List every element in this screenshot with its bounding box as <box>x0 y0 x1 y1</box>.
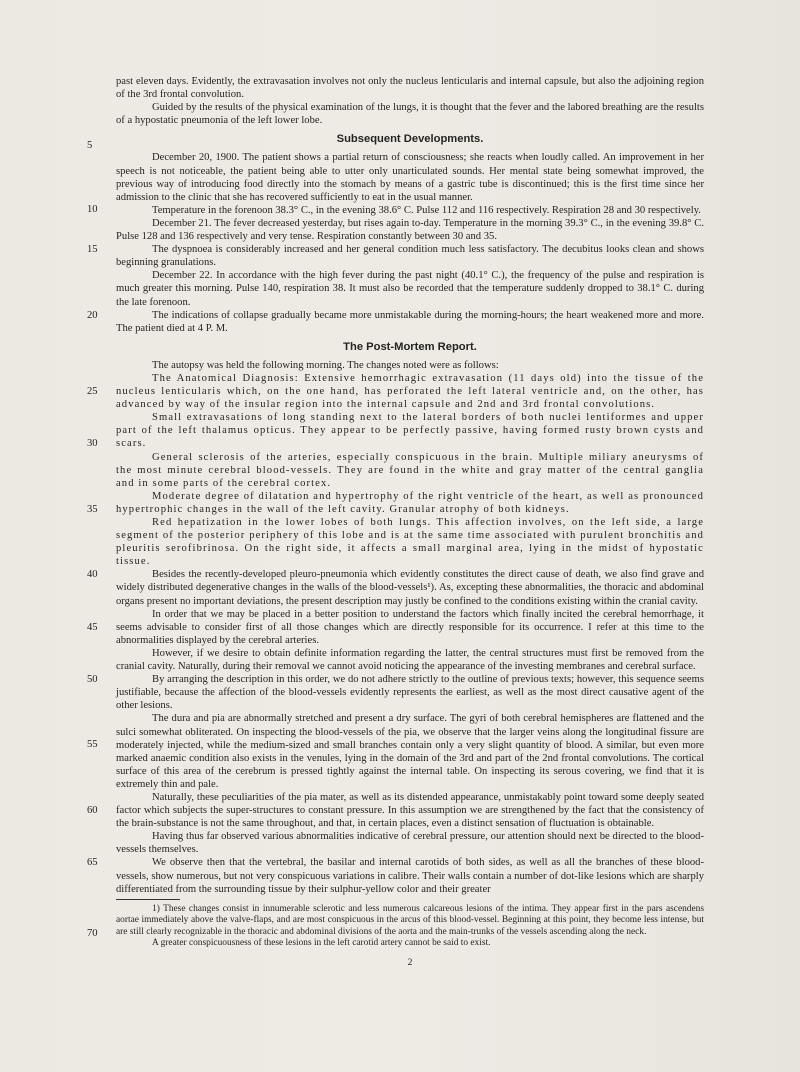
line-number-20: 20 <box>87 309 98 321</box>
paragraph-december-22: December 22. In accordance with the high fever during the past night (40.1° C.), the frequency of the pulse and respiration is much greater this morning. Pulse 140, respiration 38. It must also be recorded that the temperature suddenly dropped to 38.1° C. during the late forenoon. <box>116 270 704 308</box>
line-number-25: 25 <box>87 385 98 397</box>
paragraph-lungs: Red hepatization in the lower lobes of both lungs. This affection involves, on the left side, a large segment of the posterior periphery of this lobe and is at the same time associated with purulent bronchitis and pleuritis serofibrinosa. On the right side, it affects a small marginal area, lying in the midst of hypostatic tissue. <box>116 517 704 568</box>
paragraph-december-20: December 20, 1900. The patient shows a partial return of consciousness; she reacts when loudly called. An improvement in her speech is not noticeable, the patient being able to utter only unarticulated sounds. Her mental state being somewhat improved, the previous way of introducing food directly into the stomach by means of a gastric tube is discontinued; this is the first time since her admission to the clinic that she has recovered sufficiently to eat in the usual manner. <box>116 152 704 203</box>
paragraph-collapse: The indications of collapse gradually became more unmistakable during the morning-hours; the heart weakened more and more. The patient died at 4 P. M. <box>116 309 704 334</box>
paragraph-december-21: December 21. The fever decreased yesterday, but rises again to-day. Temperature in the morning 39.3° C., in the evening 39.8° C. Pulse 128 and 136 respectively and very tense. Respiration constantly between 30 and 35. <box>116 217 704 243</box>
paragraph-autopsy: The autopsy was held the following morning. The changes noted were as follows: <box>152 359 499 371</box>
heading-subsequent-developments: Subsequent Developments. <box>336 133 484 146</box>
page-text <box>87 75 704 969</box>
paragraph-cerebral-hemorrhage: In order that we may be placed in a better position to understand the factors which finally incited the cerebral hemorrhage, it seems advisable to consider first of all those changes which are directly responsible for its occurrence. I refer at this time to the abnormalities displayed by the cerebral arteries. <box>116 608 704 646</box>
paragraph-dyspnoea: The dyspnoea is considerably increased and her general condition much less satisfactory. The decubitus looks clean and shows beginning granulations. <box>116 244 704 269</box>
line-number-10: 10 <box>87 204 98 216</box>
paragraph-anatomical-diagnosis: The Anatomical Diagnosis: Extensive hemorrhagic extravasation (11 days old) into the tissue of the nucleus lenticularis which, on the one hand, has perforated the left lateral ventricle and, on the other, has advanced by way of the insular region into the internal capsule and 2nd and 3rd frontal convolutions. <box>116 372 704 411</box>
intro-paragraph-2: Guided by the results of the physical examination of the lungs, it is thought that the fever and the labored breathing are the results of a hypostatic pneumonia of the left lower lobe. <box>116 102 704 127</box>
line-number-55: 55 <box>87 739 98 751</box>
paragraph-general-sclerosis: General sclerosis of the arteries, especially conspicuous in the brain. Multiple miliary aneurysms of the most minute cerebral blood-vessels. They are found in the white and gray matter of the central ganglia and in some parts of the cerebral cortex. <box>116 451 704 489</box>
paragraph-cerebral-pressure: Having thus far observed various abnormalities indicative of cerebral pressure, our attention should next be directed to the blood-vessels themselves. <box>116 831 704 856</box>
paragraph-vertebral-basilar: We observe then that the vertebral, the basilar and internal carotids of both sides, as well as all the branches of these blood-vessels, show numerous, but not very conspicuous variations in calibre. Their walls contain a number of dot-like lesions which are sharply differentiated from the surrounding tissue by their sulphur-yellow color and their greater <box>116 857 704 895</box>
line-number-60: 60 <box>87 804 98 816</box>
paragraph-description-order: By arranging the description in this order, we do not adhere strictly to the outline of previous texts; however, this sequence seems justifiable, because the affection of the blood-vessels evidently represents the earliest, as well as the most direct causative agent of the other lesions. <box>116 674 704 712</box>
line-number-50: 50 <box>87 674 98 686</box>
line-number-15: 15 <box>87 244 98 256</box>
paragraph-central-structures: However, if we desire to obtain definite information regarding the latter, the central structures must first be removed from the cranial cavity. Naturally, during their removal we cannot avoid noticing the appearance of the investing membranes and cerebral surface. <box>116 647 704 673</box>
paragraph-dura-and-pia: The dura and pia are abnormally stretched and present a dry surface. The gyri of both cerebral hemispheres are flattened and the sulci somewhat obliterated. On inspecting the blood-vessels of the pia, we observe that the larger veins along the longitudinal fissure are moderately injected, while the medium-sized and small branches contain only a very slight quantity of blood. A similar, but even more marked anaemic condition also exists in the venules, lying in the domain of the 3rd and part of the 2nd frontal convolutions. The cortical surface of this area of the cerebrum is pressed tightly against the internal table. On inspecting its serous covering, we find that it is extremely thin and pale. <box>116 713 704 790</box>
paragraph-pia-mater: Naturally, these peculiarities of the pia mater, as well as its distended appearance, unmistakably point toward some deeply seated factor which subjects the super-structures to constant pressure. In this assumption we are strengthened by the fact that the consistency of the brain-substance is not the same throughout, and that, in certain places, even a distinct sensation of fluctuation is obtainable. <box>116 791 704 830</box>
heading-post-mortem-report: The Post-Mortem Report. <box>343 340 477 353</box>
page-number: 2 <box>407 957 413 969</box>
paragraph-small-extravasations: Small extravasations of long standing next to the lateral borders of both nuclei lentiformes and upper part of the left thalamus opticus. They appear to be perfectly passive, having formed rusty brown cysts and scars. <box>116 412 704 450</box>
intro-paragraph-1: past eleven days. Evidently, the extravasation involves not only the nucleus lenticularis and internal capsule, but also the adjoining region of the 3rd frontal convolution. <box>116 76 704 101</box>
paragraph-heart: Moderate degree of dilatation and hypertrophy of the right ventricle of the heart, as well as pronounced hypertrophic changes in the wall of the left cavity. Granular atrophy of both kidneys. <box>116 490 704 515</box>
footnote-rule <box>116 899 180 900</box>
paragraph-pleuro-pneumonia: Besides the recently-developed pleuro-pneumonia which evidently constitutes the direct cause of death, we also find grave and widely distributed degenerative changes in the walls of the blood-vessels¹). As, excepting these abnormalities, the thoracic and abdominal organs present no important deviations, the present description may justly be confined to the conditions existing within the cranial cavity. <box>116 569 704 607</box>
line-number-40: 40 <box>87 569 98 581</box>
footnote-1: 1) These changes consist in innumerable sclerotic and less numerous calcareous lesions of the intima. They appear first in the pars ascendens aortae immediately above the valve-flaps, and are most conspicuous in the arcus of this blood-vessel. Beginning at this point, they become less intense, but are still clearly recognizable in the thoracic and abdominal divisions of the aorta and the main-trunks of the vessels ascending along the neck. <box>116 903 704 937</box>
line-number-45: 45 <box>87 621 98 633</box>
line-number-65: 65 <box>87 857 98 869</box>
line-number-30: 30 <box>87 438 98 450</box>
footnote-2: A greater conspicuousness of these lesions in the left carotid artery cannot be said to exist. <box>152 937 491 948</box>
line-number-70: 70 <box>87 927 98 939</box>
line-number-35: 35 <box>87 503 98 515</box>
paragraph-temperature: Temperature in the forenoon 38.3° C., in the evening 38.6° C. Pulse 112 and 116 respectively. Respiration 28 and 30 respectively. <box>152 204 701 216</box>
line-number-5: 5 <box>87 140 93 152</box>
